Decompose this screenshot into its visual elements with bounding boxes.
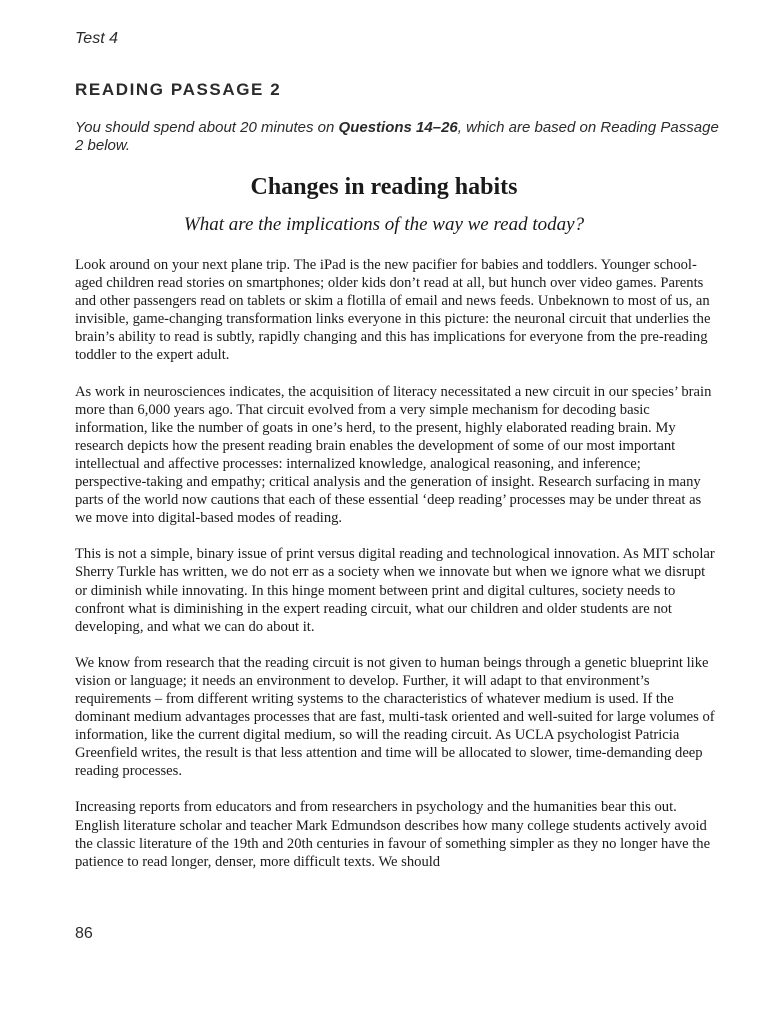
section-title: READING PASSAGE 2: [75, 80, 282, 99]
instructions-text-end: , which are based on Reading Passage 2 below.: [75, 119, 719, 154]
paragraph-5: Increasing reports from educators and from researchers in psychology and the humanities bear this out. English literature scholar and teacher Mark Edmundson describes how many college students actively avoid the classic literature of the 19th and 20th centuries in favour of something simpler as they no longer have the patience to read longer, denser, more difficult texts. We should: [75, 799, 711, 870]
instructions-questions: Questions 14–26: [338, 119, 458, 136]
paragraph-1: Look around on your next plane trip. The iPad is the new pacifier for babies and toddlers. Younger school-aged children read stories on smartphones; older kids don’t read at all, but hunch over video games. Parents and other passengers read on tablets or skim a flotilla of email and news feeds. Unbeknown to most of us, an invisible, game-changing transformation links everyone in this picture: the neuronal circuit that underlies the brain’s ability to read is subtly, rapidly changing and this has implications for everyone from the pre-reading toddler to the expert adult.: [75, 257, 711, 364]
page-number: 86: [75, 925, 93, 942]
article-body: [75, 256, 715, 889]
article-subtitle: What are the implications of the way we read today?: [183, 214, 585, 235]
instructions-text-start: You should spend about 20 minutes on: [75, 119, 339, 136]
paragraph-2: As work in neurosciences indicates, the acquisition of literacy necessitated a new circuit in our species’ brain more than 6,000 years ago. That circuit evolved from a very simple mechanism for decoding basic information, like the number of goats in one’s herd, to the present, highly elaborated reading brain. My research depicts how the present reading brain enables the development of some of our most important intellectual and affective processes: internalized knowledge, analogical reasoning, and inference; perspective-taking and empathy; critical analysis and the generation of insight. Research surfacing in many parts of the world now cautions that each of these essential ‘deep reading’ processes may be under threat as we move into digital-based modes of reading.: [75, 383, 712, 527]
paragraph-3: This is not a simple, binary issue of print versus digital reading and technological innovation. As MIT scholar Sherry Turkle has written, we do not err as a society when we innovate but when we ignore what we disrupt or diminish while innovating. In this hinge moment between print and digital cultures, society needs to confront what is diminishing in the expert reading circuit, what our children and older students are not developing, and what we can do about it.: [75, 546, 715, 635]
instructions: [75, 119, 725, 155]
article-title: Changes in reading habits: [250, 174, 518, 200]
paragraph-4: We know from research that the reading circuit is not given to human beings through a genetic blueprint like vision or language; it needs an environment to develop. Further, it will adapt to that environment’s requirements – from different writing systems to the characteristics of whatever medium is used. If the dominant medium advantages processes that are fast, multi-task oriented and well-suited for large volumes of information, like the current digital medium, so will the reading circuit. As UCLA psychologist Patricia Greenfield writes, the result is that less attention and time will be allocated to slower, time-demanding deep reading processes.: [75, 654, 715, 780]
page-header-test-label: Test 4: [75, 30, 118, 47]
